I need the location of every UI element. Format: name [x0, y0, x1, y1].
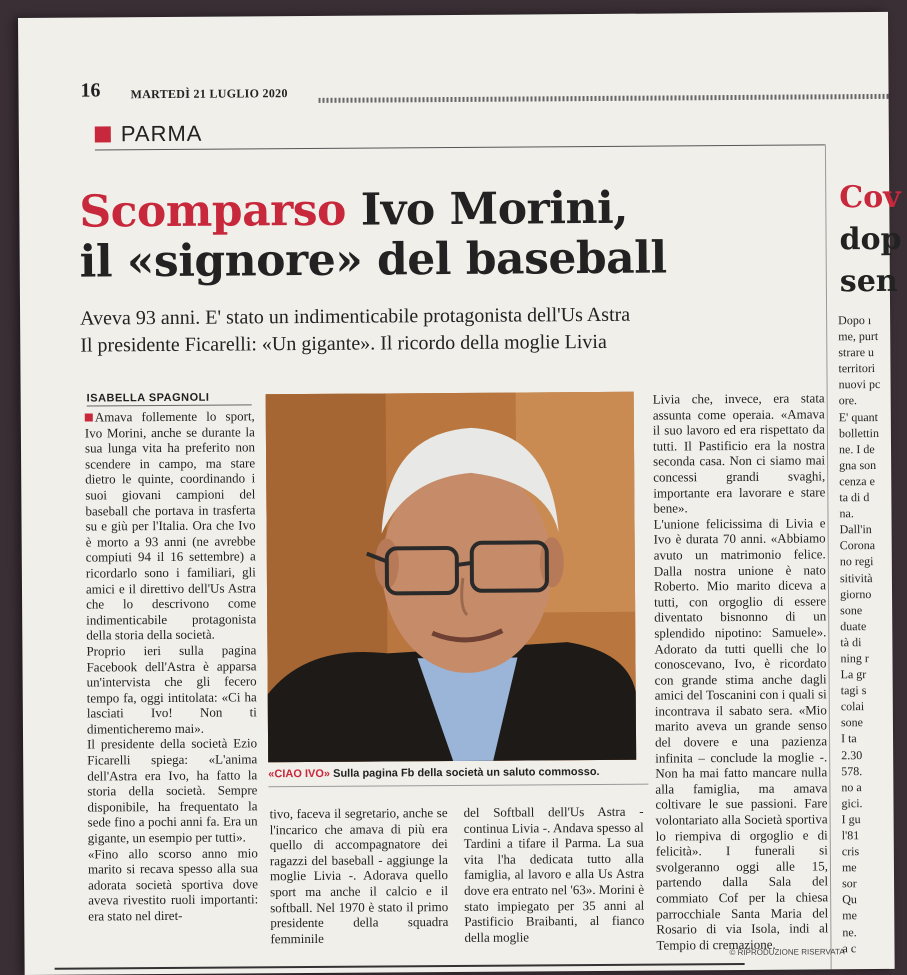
article-column-3 [464, 804, 645, 946]
next-article-line: me [841, 860, 857, 875]
next-article-column [838, 312, 902, 956]
next-article-line: a c [842, 940, 857, 955]
next-article-line: ne. I de [838, 441, 875, 457]
paragraph: del Softball dell'Us Astra - continua Livia -. Andava spesso al Tardini a tifare il Parma. La sua vita l'ha dedicata tutto alla famiglia, al lavoro e alla Us Astra dove era entrato nel '63». Morini è stato impiegato per 35 anni al Pastificio Braibanti, al fianco della moglie [463, 803, 645, 945]
headline-red: Scomparso [79, 184, 347, 238]
next-article-line: cris [841, 844, 860, 859]
next-article-line: me [842, 908, 858, 923]
next-article-line: colai [840, 699, 865, 714]
bottom-rule [55, 963, 745, 970]
next-article-line: l'81 [841, 828, 860, 843]
section-rule [95, 144, 825, 150]
copyright-notice: © RIPRODUZIONE RISERVATA [729, 947, 845, 958]
section-square-icon [95, 126, 111, 142]
newspaper-page [18, 12, 902, 975]
headline-line1: Ivo Morini, [345, 182, 629, 236]
page-date: MARTEDÌ 21 LUGLIO 2020 [130, 86, 288, 102]
byline: ISABELLA SPAGNOLI [86, 391, 210, 405]
next-article-line: gna son [839, 457, 877, 473]
subhead-line1: Aveva 93 anni. E' stato un indimenticabile protagonista dell'Us Astra [80, 303, 631, 330]
next-article-line: sone [840, 602, 863, 617]
next-article-line: ta di d [839, 490, 870, 505]
caption-text: Sulla pagina Fb della società un saluto commosso. [329, 765, 600, 780]
next-article-line: me, purt [838, 329, 879, 344]
next-article-line: duate [840, 618, 867, 634]
portrait-illustration [266, 392, 637, 763]
article-column-1 [85, 408, 259, 924]
next-article-line: giorno [839, 586, 872, 601]
next-article-line: sor [842, 876, 857, 891]
next-article-line: strare u [838, 345, 875, 360]
next-article-line: cenza e [839, 473, 875, 489]
next-article-line: Dall'in [839, 522, 872, 537]
byline-rule [87, 404, 252, 406]
header-rule [319, 94, 889, 103]
next-article-line: tà di [840, 635, 862, 650]
next-article-line: Corona [839, 538, 876, 553]
next-article-line: sitività [839, 570, 873, 585]
next-article-line: territori [838, 361, 876, 376]
next-article-line: tagi s [840, 683, 867, 698]
article-headline [79, 182, 820, 287]
next-article-line: ore. [838, 393, 858, 408]
paragraph: Livia che, invece, era stata assunta come operaia. «Amava il suo lavoro ed era rispettato da tutti. Il Pastificio era la nostra seconda casa. Non ci siamo mai concessi grandi svaghi, importante era lavorare e stare bene». [652, 390, 826, 516]
section-label [95, 121, 203, 148]
next-headline-line: Cov [839, 179, 901, 216]
paragraph: tivo, faceva il segretario, anche se l'incarico che amava di più era quello di accompagnatore dei ragazzi del baseball - aggiunge la moglie Livia -. Adorava quello sport ma anche il calcio e il softball. Nel 1970 è stato il primo presidente della squadra femminile [269, 805, 449, 947]
next-headline-line: sen [839, 263, 898, 300]
next-article-line: ne. [842, 924, 857, 939]
paragraph: Il presidente della società Ezio Ficarelli spiega: «L'anima dell'Astra era Ivo, ha fatto la storia della società. Sempre disponibile, ha frequentato la sede fino a pochi anni fa. Era un gigante, un esempio per tutti». [87, 735, 258, 846]
paragraph: L'unione felicissima di Livia e Ivo è durata 70 anni. «Abbiamo avuto un matrimonio felice. Dalla nostra unione è nato Roberto. Mio marito diceva a tutti, con orgoglio di essere diventato bisnonno di un splendido nipotino: Samuele». Adorato da tutti quelli che lo conoscevano, Ivo, è ricordato con grande stima anche dagli amici del Toscanini con i quali si incontrava il sabato sera. «Mio marito aveva un grande senso del dovere e una pazienza infinita – conclude la moglie -. Non ha mai fatto mancare nulla alla famiglia, ma amava coltivare le sue passioni. Fare volontariato alla Società sportiva lo riempiva di orgoglio e di felicità». I funerali si svolgeranno oggi alle 15, partendo dalla Sala del commiato Cof per la chiesa parrocchiale Santa Maria del Rosario di via Isola, indi al Tempio di cremazione. [653, 515, 829, 953]
headline-line2: il «signore» del baseball [79, 232, 667, 288]
section-name: PARMA [120, 120, 203, 147]
next-article-line: bollettin [838, 425, 879, 440]
caption-label: «CIAO IVO» [268, 767, 331, 781]
next-article-line: 578. [841, 763, 863, 778]
next-article-line: no a [841, 779, 862, 794]
subhead-line2: Il presidente Ficarelli: «Un gigante». Il ricordo della moglie Livia [80, 330, 607, 357]
paragraph: «Fino allo scorso anno mio marito si recava spesso alla sua adorata società sportiva dove aveva rivestito ruoli importanti: era stato nel diret- [87, 844, 259, 924]
paragraph: Amava follemente lo sport, Ivo Morini, anche se durante la sua lunga vita ha preferito non scendere in campo, ma stare dietro le quinte, coordinando i suoi giovani campioni del baseball che portava in trasferta su e giù per l'Italia. Ora che Ivo è morto a 93 anni (ne avrebbe compiuti 94 il 16 settembre) a ricordarlo sono i familiari, gli amici e il direttivo dell'Us Astra che lo descrivono come indimenticabile protagonista della storia della società. [84, 408, 257, 643]
next-article-line: Qu [842, 892, 857, 907]
next-headline-line: dop [839, 221, 902, 258]
next-article-line: sone [840, 715, 863, 730]
article-column-2 [270, 805, 449, 947]
next-article-line: nuovi pc [838, 377, 881, 392]
caption-rule [268, 784, 648, 788]
article-column-4 [653, 390, 829, 953]
article-subhead [80, 300, 820, 359]
next-article-line: na. [839, 506, 854, 521]
page-number: 16 [80, 79, 101, 102]
photo-caption [268, 766, 648, 781]
next-article-line: no regi [839, 554, 874, 569]
portrait-photo [266, 392, 637, 763]
next-article-line: ning r [840, 651, 869, 666]
next-article-line: E' quant [838, 409, 879, 424]
paragraph: Proprio ieri sulla pagina Facebook dell'Astra è apparsa un'intervista che gli fecero tempo fa, oggi intitolata: «Ci ha lasciati Ivo! Non ti dimenticheremo mai». [86, 642, 257, 737]
lead-square-icon [85, 413, 93, 421]
next-article-line: Dopo ı [838, 313, 872, 328]
next-article-line: I ta [841, 731, 857, 746]
next-article-line: gici. [841, 795, 863, 811]
next-article-line: La gr [840, 667, 867, 682]
next-article-line: 2.30 [841, 747, 863, 762]
next-article-headline [839, 177, 902, 303]
next-article-line: I gu [841, 812, 861, 827]
